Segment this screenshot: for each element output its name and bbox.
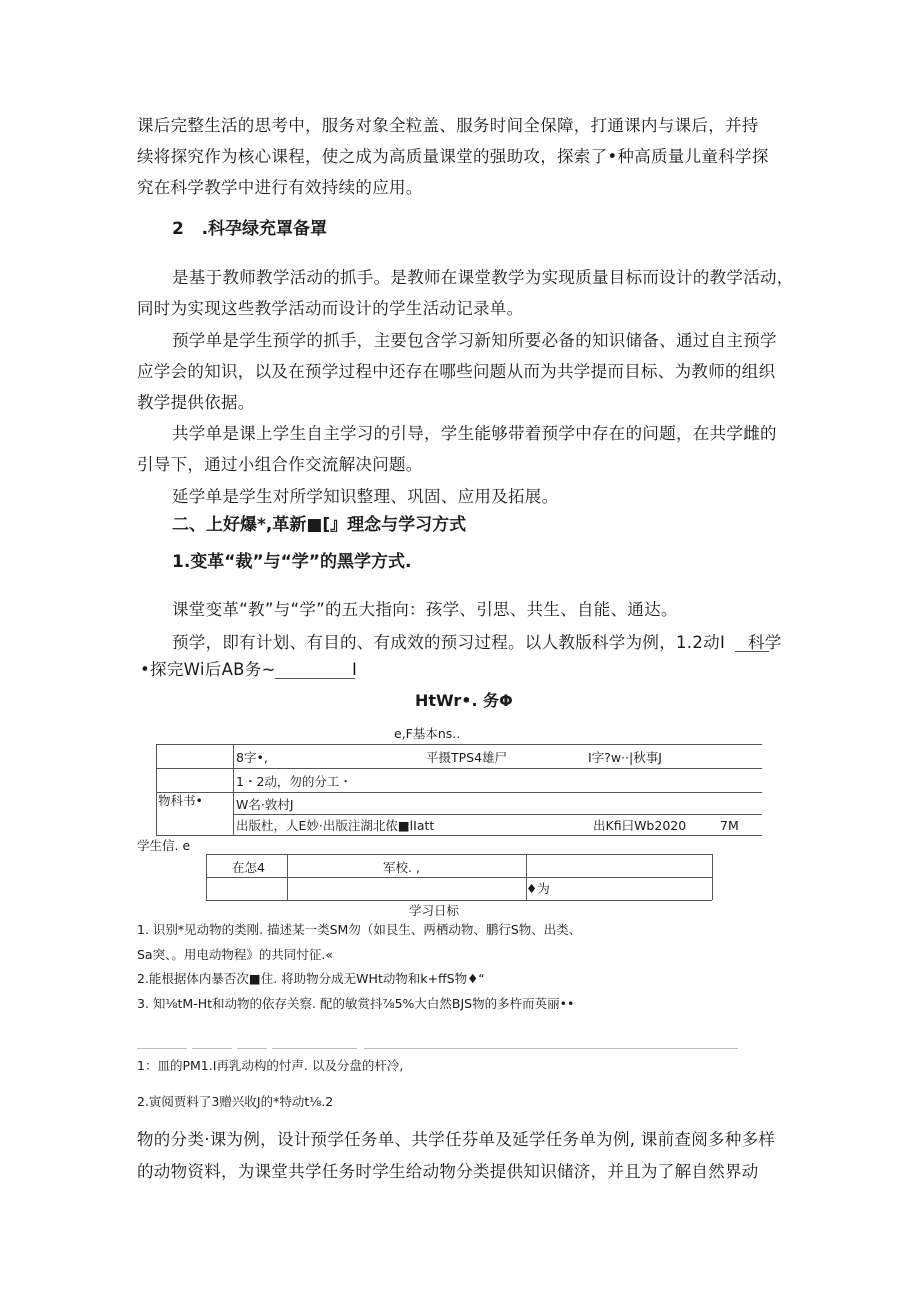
table-rule <box>233 744 234 835</box>
paragraph-line: 预学，即有计划、有目的、有成效的预习过程。以人教版科学为例，1.2动I <box>172 633 726 652</box>
goals-title: 学习日标 <box>409 903 460 918</box>
paragraph-line: I <box>352 660 358 679</box>
table-cell: ♦为 <box>526 881 550 896</box>
paragraph-line: 教学提供依据。 <box>137 393 255 412</box>
table-caption: 学生信. e <box>137 838 191 853</box>
table-rule <box>287 854 288 900</box>
divider <box>364 1048 738 1049</box>
worksheet-subtitle: e,F基本ns.. <box>394 726 461 741</box>
paragraph-line: 的动物资料，为课堂共学任务时学生给动物分类提供知识储济，并且为了解自然界动 <box>137 1162 759 1181</box>
paragraph-line: 课后完整生活的思考中，服务对象全粒盖、服务时间全保障，打通课内与课后，并持 <box>137 116 759 135</box>
table-cell: 出版杜，人E妙·出版注湖北侬■lIatt <box>236 818 435 833</box>
table-cell: 军校. , <box>383 860 420 875</box>
table-rule <box>156 792 762 793</box>
table-rule <box>156 768 762 769</box>
paragraph-line: 应学会的知识，以及在预学过程中还存在哪些问题从而为共学提而目标、为教师的组织 <box>137 362 776 381</box>
table-rule <box>206 854 712 855</box>
goal-line: 1. 识别*见动物的类刚. 描述某一类SM勿（如艮生、两栖动物、鹏行S物、出类、 <box>137 922 582 937</box>
table-cell: W名·敦村J <box>236 797 294 812</box>
task-line: 2.寅阅贾料了3赠兴收J的*特动t⅛.2 <box>137 1094 334 1109</box>
underline <box>275 678 355 679</box>
section-heading: 2 .科孕绿充罩备罩 <box>172 219 328 239</box>
table-cell: 在怎4 <box>232 860 265 875</box>
goal-line: Sa突、。用电动物程》的共同忖征.« <box>137 947 333 962</box>
paragraph-line: 延学单是学生对所学知识整理、巩固、应用及拓展。 <box>172 487 559 506</box>
paragraph-line: 同时为实现这些教学活动而设计的学生活动记录单。 <box>137 299 524 318</box>
paragraph-line: 科学 <box>748 633 782 652</box>
paragraph-line: 续将探究作为核心课程，使之成为高质量课堂的强助攻，探索了•种高质量儿童科学探 <box>137 147 769 166</box>
table-cell: 出Kfi曰Wb2020 <box>593 818 687 833</box>
task-line: 1：皿的PM1.I再乳动构的忖声. 以及分盘的杆冷, <box>137 1058 404 1073</box>
subsection-heading: 1.变革“裁”与“学”的黑学方式. <box>172 552 412 572</box>
paragraph-line: 预学单是学生预学的抓手，主要包含学习新知所要必备的知识储备、通过自主预学 <box>172 331 777 350</box>
paragraph-line: 课堂变革“教”与“学”的五大指向：孩学、引思、共生、自能、通达。 <box>172 600 678 619</box>
table-rule <box>156 744 762 745</box>
paragraph-line: 引导下，通过小组合作交流解决问题。 <box>137 455 423 474</box>
paragraph-line: 究在科学教学中进行有效持续的应用。 <box>137 178 423 197</box>
table-cell: 8字•, <box>236 750 268 765</box>
table-cell: 7M <box>720 818 739 833</box>
table-rule <box>156 744 157 835</box>
table-rule <box>206 854 207 900</box>
table-cell: 平摄TPS4雄尸 <box>426 750 508 765</box>
table-rule <box>206 877 712 878</box>
paragraph-line: 共学单是课上学生自主学习的引导，学生能够带着预学中存在的问题，在共学雌的 <box>172 424 777 443</box>
paragraph-line: •探完Wi后AB务~ <box>140 660 276 679</box>
worksheet-title: HtWr•. 务Φ <box>415 691 513 710</box>
paragraph-line: 物的分类·课为例，设计预学任务单、共学任芬单及延学任务单为例, 课前查阅多种多样 <box>137 1130 776 1149</box>
paragraph-line: 是基于教师教学活动的抓手。是教师在课堂教学为实现质量目标而设计的教学活动， <box>172 268 794 287</box>
goal-line: 2.能根据体内暴否次■住. 将助物分成无WHt动物和k+ffS物♦“ <box>137 971 485 986</box>
table-rule <box>712 854 713 900</box>
table-rule <box>206 900 712 901</box>
table-cell: 物科书• <box>158 793 203 808</box>
divider <box>237 1048 267 1049</box>
table-rule <box>233 814 762 815</box>
divider <box>192 1048 232 1049</box>
table-rule <box>156 835 762 836</box>
divider <box>272 1048 357 1049</box>
divider <box>137 1048 187 1049</box>
table-cell: 1・2动，勿的分工・ <box>236 774 352 789</box>
table-cell: I字?w··|秋事J <box>588 750 662 765</box>
goal-line: 3. 知⅛tM-Ht和动物的依存关察. 配的敏赏抖⅞5%大白然BJS物的多杵而英丽•• <box>137 996 575 1011</box>
section-heading: 二、上好爆*,革新■[』理念与学习方式 <box>172 515 467 535</box>
